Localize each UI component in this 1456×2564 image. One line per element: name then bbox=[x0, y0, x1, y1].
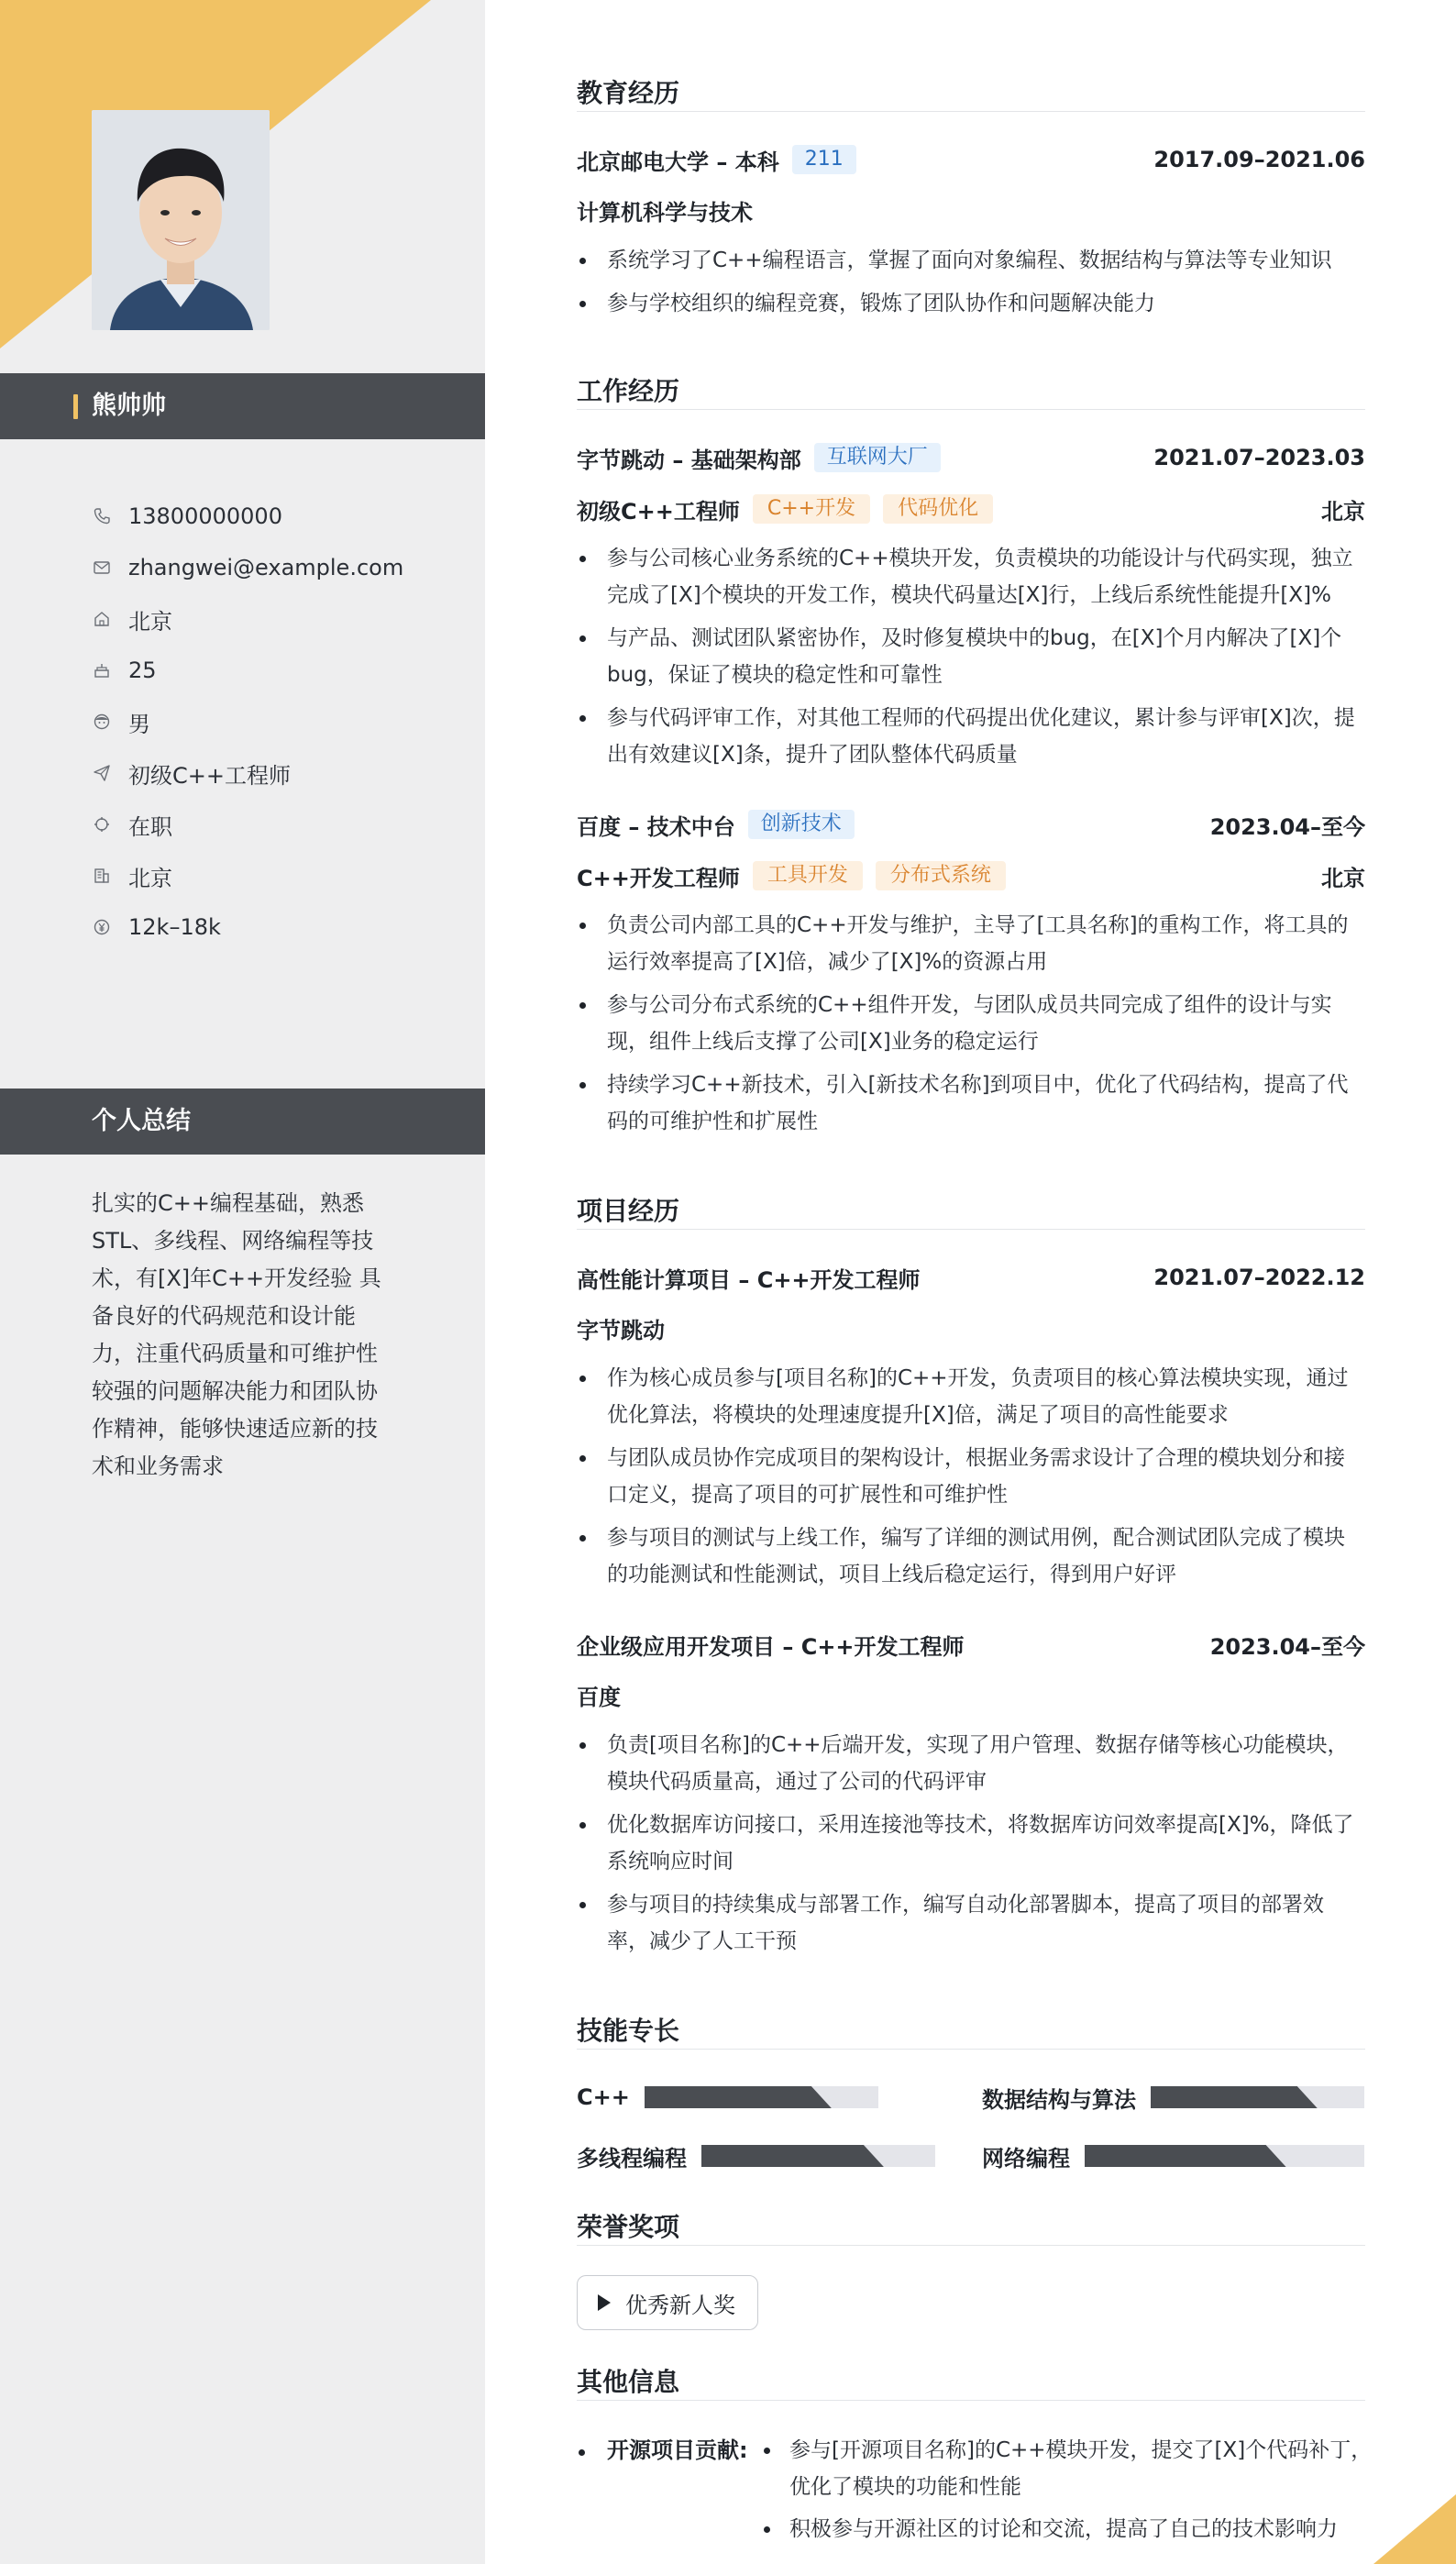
list-item: 参与项目的持续集成与部署工作，编写自动化部署脚本，提高了项目的部署效率，减少了人工干预 bbox=[577, 1886, 1365, 1960]
school-tag: 211 bbox=[792, 145, 856, 174]
section-title-awards: 荣誉奖项 bbox=[577, 2207, 1365, 2246]
award-name: 优秀新人奖 bbox=[625, 2292, 735, 2318]
summary-text: 扎实的C++编程基础，熟悉STL、多线程、网络编程等技术，有[X]年C++开发经验 具备良好的代码规范和设计能力，注重代码质量和可维护性 较强的问题解决能力和团队协作精神，能够快速适应新的技术和业务需求 bbox=[92, 1190, 381, 1479]
bullet-dot bbox=[579, 2449, 585, 2456]
other-label: 开源项目贡献: bbox=[607, 2437, 748, 2463]
education-major: 计算机科学与技术 bbox=[577, 199, 753, 226]
status-icon bbox=[92, 814, 112, 834]
skill-tag: 代码优化 bbox=[883, 494, 993, 524]
education-major-row bbox=[577, 192, 1365, 228]
section-title-other: 其他信息 bbox=[577, 2362, 1365, 2401]
project-header bbox=[577, 1259, 1365, 1296]
phone-icon bbox=[92, 506, 112, 526]
play-icon bbox=[598, 2294, 611, 2311]
skill-name: 多线程编程 bbox=[577, 2145, 687, 2172]
section-title-education: 教育经历 bbox=[577, 73, 1365, 112]
job-header bbox=[577, 439, 1365, 476]
list-item: 参与[开源项目名称]的C++模块开发，提交了[X]个代码补丁，优化了模块的功能和性能 bbox=[756, 2432, 1380, 2505]
project-company-row bbox=[577, 1676, 1365, 1713]
list-item: 与产品、测试团队紧密协作，及时修复模块中的bug，在[X]个月内解决了[X]个bug，保证了模块的稳定性和可靠性 bbox=[577, 620, 1365, 693]
project-date: 2023.04–至今 bbox=[1209, 1633, 1365, 1660]
list-item: 负责[项目名称]的C++后端开发，实现了用户管理、数据存储等核心功能模块，模块代码质量高，通过了公司的代码评审 bbox=[577, 1727, 1365, 1800]
list-item: 参与公司核心业务系统的C++模块开发，负责模块的功能设计与代码实现，独立完成了[X]个模块的开发工作，模块代码量达[X]行，上线后系统性能提升[X]% bbox=[577, 540, 1365, 613]
project-company: 百度 bbox=[577, 1684, 621, 1710]
section-title-projects: 项目经历 bbox=[577, 1191, 1365, 1230]
contact-age: 25 bbox=[92, 645, 477, 696]
skill-bar-fill bbox=[1085, 2145, 1286, 2167]
section-title-skills: 技能专长 bbox=[577, 2011, 1365, 2050]
contact-status: 在职 bbox=[92, 799, 477, 850]
list-item: 参与学校组织的编程竞赛，锻炼了团队协作和问题解决能力 bbox=[577, 285, 1365, 322]
job-position-row bbox=[577, 491, 1365, 527]
skill-name: C++ bbox=[577, 2084, 630, 2110]
skill-name: 网络编程 bbox=[982, 2145, 1070, 2172]
job-position: 初级C++工程师 bbox=[577, 498, 740, 525]
job-location: 北京 bbox=[1321, 498, 1365, 525]
name-accent bbox=[73, 394, 78, 419]
job-header bbox=[577, 806, 1365, 843]
education-date: 2017.09–2021.06 bbox=[1153, 147, 1365, 172]
contact-salary: 12k–18k bbox=[92, 901, 477, 953]
company-name: 百度 – 技术中台 bbox=[577, 813, 735, 840]
contact-email: zhangwei@example.com bbox=[92, 542, 477, 593]
building-icon bbox=[92, 866, 112, 886]
job-date: 2023.04–至今 bbox=[1209, 813, 1365, 840]
skill-bar bbox=[1151, 2086, 1364, 2108]
section-title-work: 工作经历 bbox=[577, 371, 1365, 410]
skill-bar bbox=[1085, 2145, 1364, 2167]
list-item: 参与公司分布式系统的C++组件开发，与团队成员共同完成了组件的设计与实现，组件上线后支撑了公司[X]业务的稳定运行 bbox=[577, 987, 1365, 1060]
candidate-name: 熊帅帅 bbox=[92, 392, 166, 420]
skill-tag: 分布式系统 bbox=[876, 861, 1006, 890]
skill-bar bbox=[645, 2086, 878, 2108]
job-date: 2021.07–2023.03 bbox=[1153, 445, 1365, 470]
list-item: 负责公司内部工具的C++开发与维护，主导了[工具名称]的重构工作，将工具的运行效率提高了[X]倍，减少了[X]%的资源占用 bbox=[577, 907, 1365, 980]
contact-city: 北京 bbox=[92, 593, 477, 645]
project-bullets bbox=[577, 1360, 1365, 1599]
summary-bar bbox=[0, 1089, 485, 1155]
other-bullets bbox=[756, 2432, 1380, 2553]
skill-tag: 工具开发 bbox=[753, 861, 863, 890]
home-icon bbox=[92, 609, 112, 629]
company-name: 字节跳动 – 基础架构部 bbox=[577, 447, 801, 473]
contact-gender: 男 bbox=[92, 696, 477, 747]
mail-icon bbox=[92, 558, 112, 578]
job-position: C++开发工程师 bbox=[577, 865, 740, 891]
company-tag: 互联网大厂 bbox=[814, 443, 941, 472]
job-location: 北京 bbox=[1321, 865, 1365, 891]
education-header bbox=[577, 141, 1365, 178]
cake-icon bbox=[92, 660, 112, 680]
skill-network bbox=[982, 2138, 1364, 2174]
list-item: 积极参与开源社区的讨论和交流，提高了自己的技术影响力 bbox=[756, 2511, 1380, 2547]
project-date: 2021.07–2022.12 bbox=[1153, 1265, 1365, 1290]
skill-name: 数据结构与算法 bbox=[982, 2086, 1136, 2113]
skill-bar-fill bbox=[701, 2145, 884, 2167]
skill-bar-fill bbox=[645, 2086, 832, 2108]
education-bullets bbox=[577, 242, 1365, 328]
avatar bbox=[92, 110, 270, 330]
contact-phone: 13800000000 bbox=[92, 491, 477, 542]
list-item: 参与代码评审工作，对其他工程师的代码提出优化建议，累计参与评审[X]次，提出有效建议[X]条，提升了团队整体代码质量 bbox=[577, 700, 1365, 773]
school-name: 北京邮电大学 – 本科 bbox=[577, 149, 779, 175]
award-badge bbox=[577, 2275, 758, 2330]
gender-icon bbox=[92, 712, 112, 732]
decorative-corner-triangle bbox=[1373, 2494, 1456, 2564]
list-item: 作为核心成员参与[项目名称]的C++开发，负责项目的核心算法模块实现，通过优化算法，将模块的处理速度提升[X]倍，满足了项目的高性能要求 bbox=[577, 1360, 1365, 1433]
list-item: 持续学习C++新技术，引入[新技术名称]到项目中，优化了代码结构，提高了代码的可维护性和扩展性 bbox=[577, 1066, 1365, 1140]
project-company: 字节跳动 bbox=[577, 1317, 665, 1343]
project-name: 企业级应用开发项目 – C++开发工程师 bbox=[577, 1633, 965, 1660]
send-icon bbox=[92, 763, 112, 783]
skill-cpp bbox=[577, 2079, 878, 2116]
skill-tag: C++开发 bbox=[753, 494, 870, 524]
project-name: 高性能计算项目 – C++开发工程师 bbox=[577, 1266, 921, 1293]
sidebar bbox=[0, 0, 485, 2564]
skill-bar bbox=[701, 2145, 935, 2167]
summary-title: 个人总结 bbox=[92, 1107, 191, 1135]
contact-job-title: 初级C++工程师 bbox=[92, 747, 477, 799]
list-item: 参与项目的测试与上线工作，编写了详细的测试用例，配合测试团队完成了模块的功能测试和性能测试，项目上线后稳定运行，得到用户好评 bbox=[577, 1520, 1365, 1593]
company-tag: 创新技术 bbox=[748, 810, 855, 839]
contact-work-city: 北京 bbox=[92, 850, 477, 901]
job-position-row bbox=[577, 857, 1365, 894]
project-bullets bbox=[577, 1727, 1365, 1966]
project-company-row bbox=[577, 1310, 1365, 1346]
job-bullets bbox=[577, 540, 1365, 779]
name-bar bbox=[0, 373, 485, 439]
contact-list bbox=[92, 491, 477, 953]
list-item: 系统学习了C++编程语言，掌握了面向对象编程、数据结构与算法等专业知识 bbox=[577, 242, 1365, 279]
skill-data-structures bbox=[982, 2079, 1364, 2116]
skill-bar-fill bbox=[1151, 2086, 1318, 2108]
salary-icon bbox=[92, 917, 112, 937]
skill-multithreading bbox=[577, 2138, 935, 2174]
job-bullets bbox=[577, 907, 1365, 1146]
project-header bbox=[577, 1626, 1365, 1663]
list-item: 与团队成员协作完成项目的架构设计，根据业务需求设计了合理的模块划分和接口定义，提高了项目的可扩展性和可维护性 bbox=[577, 1440, 1365, 1513]
list-item: 优化数据库访问接口，采用连接池等技术，将数据库访问效率提高[X]%，降低了系统响应时间 bbox=[577, 1807, 1365, 1880]
